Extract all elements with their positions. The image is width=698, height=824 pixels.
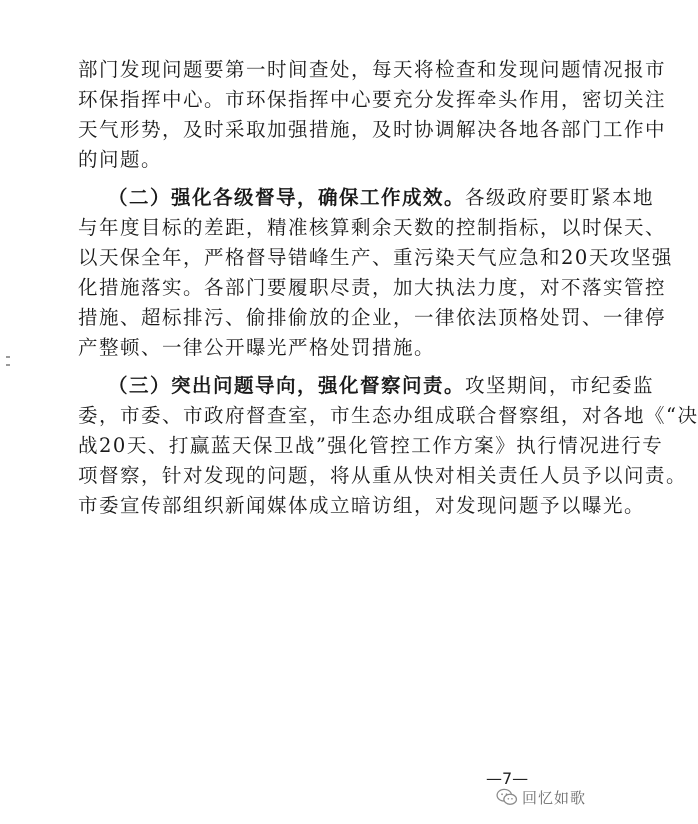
text-line-10: 产整顿、一律公开曝光严格处罚措施。 bbox=[78, 336, 436, 359]
text-line-1: 部门发现问题要第一时间查处，每天将检查和发现问题情况报市 bbox=[78, 58, 667, 81]
watermark bbox=[496, 784, 586, 810]
watermark-text: 回忆如歌 bbox=[522, 788, 587, 807]
text-line-15: 市委宣传部组织新闻媒体成立暗访组，对发现问题予以曝光。 bbox=[78, 494, 646, 517]
text-line-12: 委，市委、市政府督查室，市生态办组成联合督察组，对各地《“决 bbox=[78, 404, 698, 427]
wechat-icon bbox=[496, 788, 518, 806]
paragraph-2-heading: （二）强化各级督导，确保工作成效。 bbox=[108, 186, 466, 209]
margin-mark bbox=[6, 356, 10, 358]
text-line-6: 与年度目标的差距，精准核算剩余天数的控制指标，以时保天、 bbox=[78, 216, 667, 239]
text-line-2: 环保指挥中心。市环保指挥中心要充分发挥牵头作用，密切关注 bbox=[78, 88, 667, 111]
text-line-8: 化措施落实。各部门要履职尽责，加大执法力度，对不落实管控 bbox=[78, 276, 667, 299]
paragraph-3-heading: （三）突出问题导向，强化督察问责。 bbox=[108, 374, 466, 397]
paragraph-3-first-line bbox=[108, 374, 655, 398]
paragraph-2-first-line bbox=[108, 186, 655, 210]
paragraph-3-lead: 攻坚期间，市纪委监 bbox=[465, 374, 655, 397]
text-line-3: 天气形势，及时采取加强措施，及时协调解决各地各部门工作中 bbox=[78, 118, 667, 141]
text-line-13: 战20天、打赢蓝天保卫战”强化管控工作方案》执行情况进行专 bbox=[78, 434, 664, 457]
text-line-14: 项督察，针对发现的问题，将从重从快对相关责任人员予以问责。 bbox=[78, 464, 688, 487]
text-line-7: 以天保全年，严格督导错峰生产、重污染天气应急和20天攻坚强 bbox=[78, 246, 673, 269]
page-number: —7— bbox=[486, 769, 529, 788]
text-line-9: 措施、超标排污、偷排偷放的企业，一律依法顶格处罚、一律停 bbox=[78, 306, 667, 329]
margin-mark bbox=[6, 364, 10, 366]
paragraph-2-lead: 各级政府要盯紧本地 bbox=[465, 186, 655, 209]
text-line-4: 的问题。 bbox=[78, 148, 163, 171]
